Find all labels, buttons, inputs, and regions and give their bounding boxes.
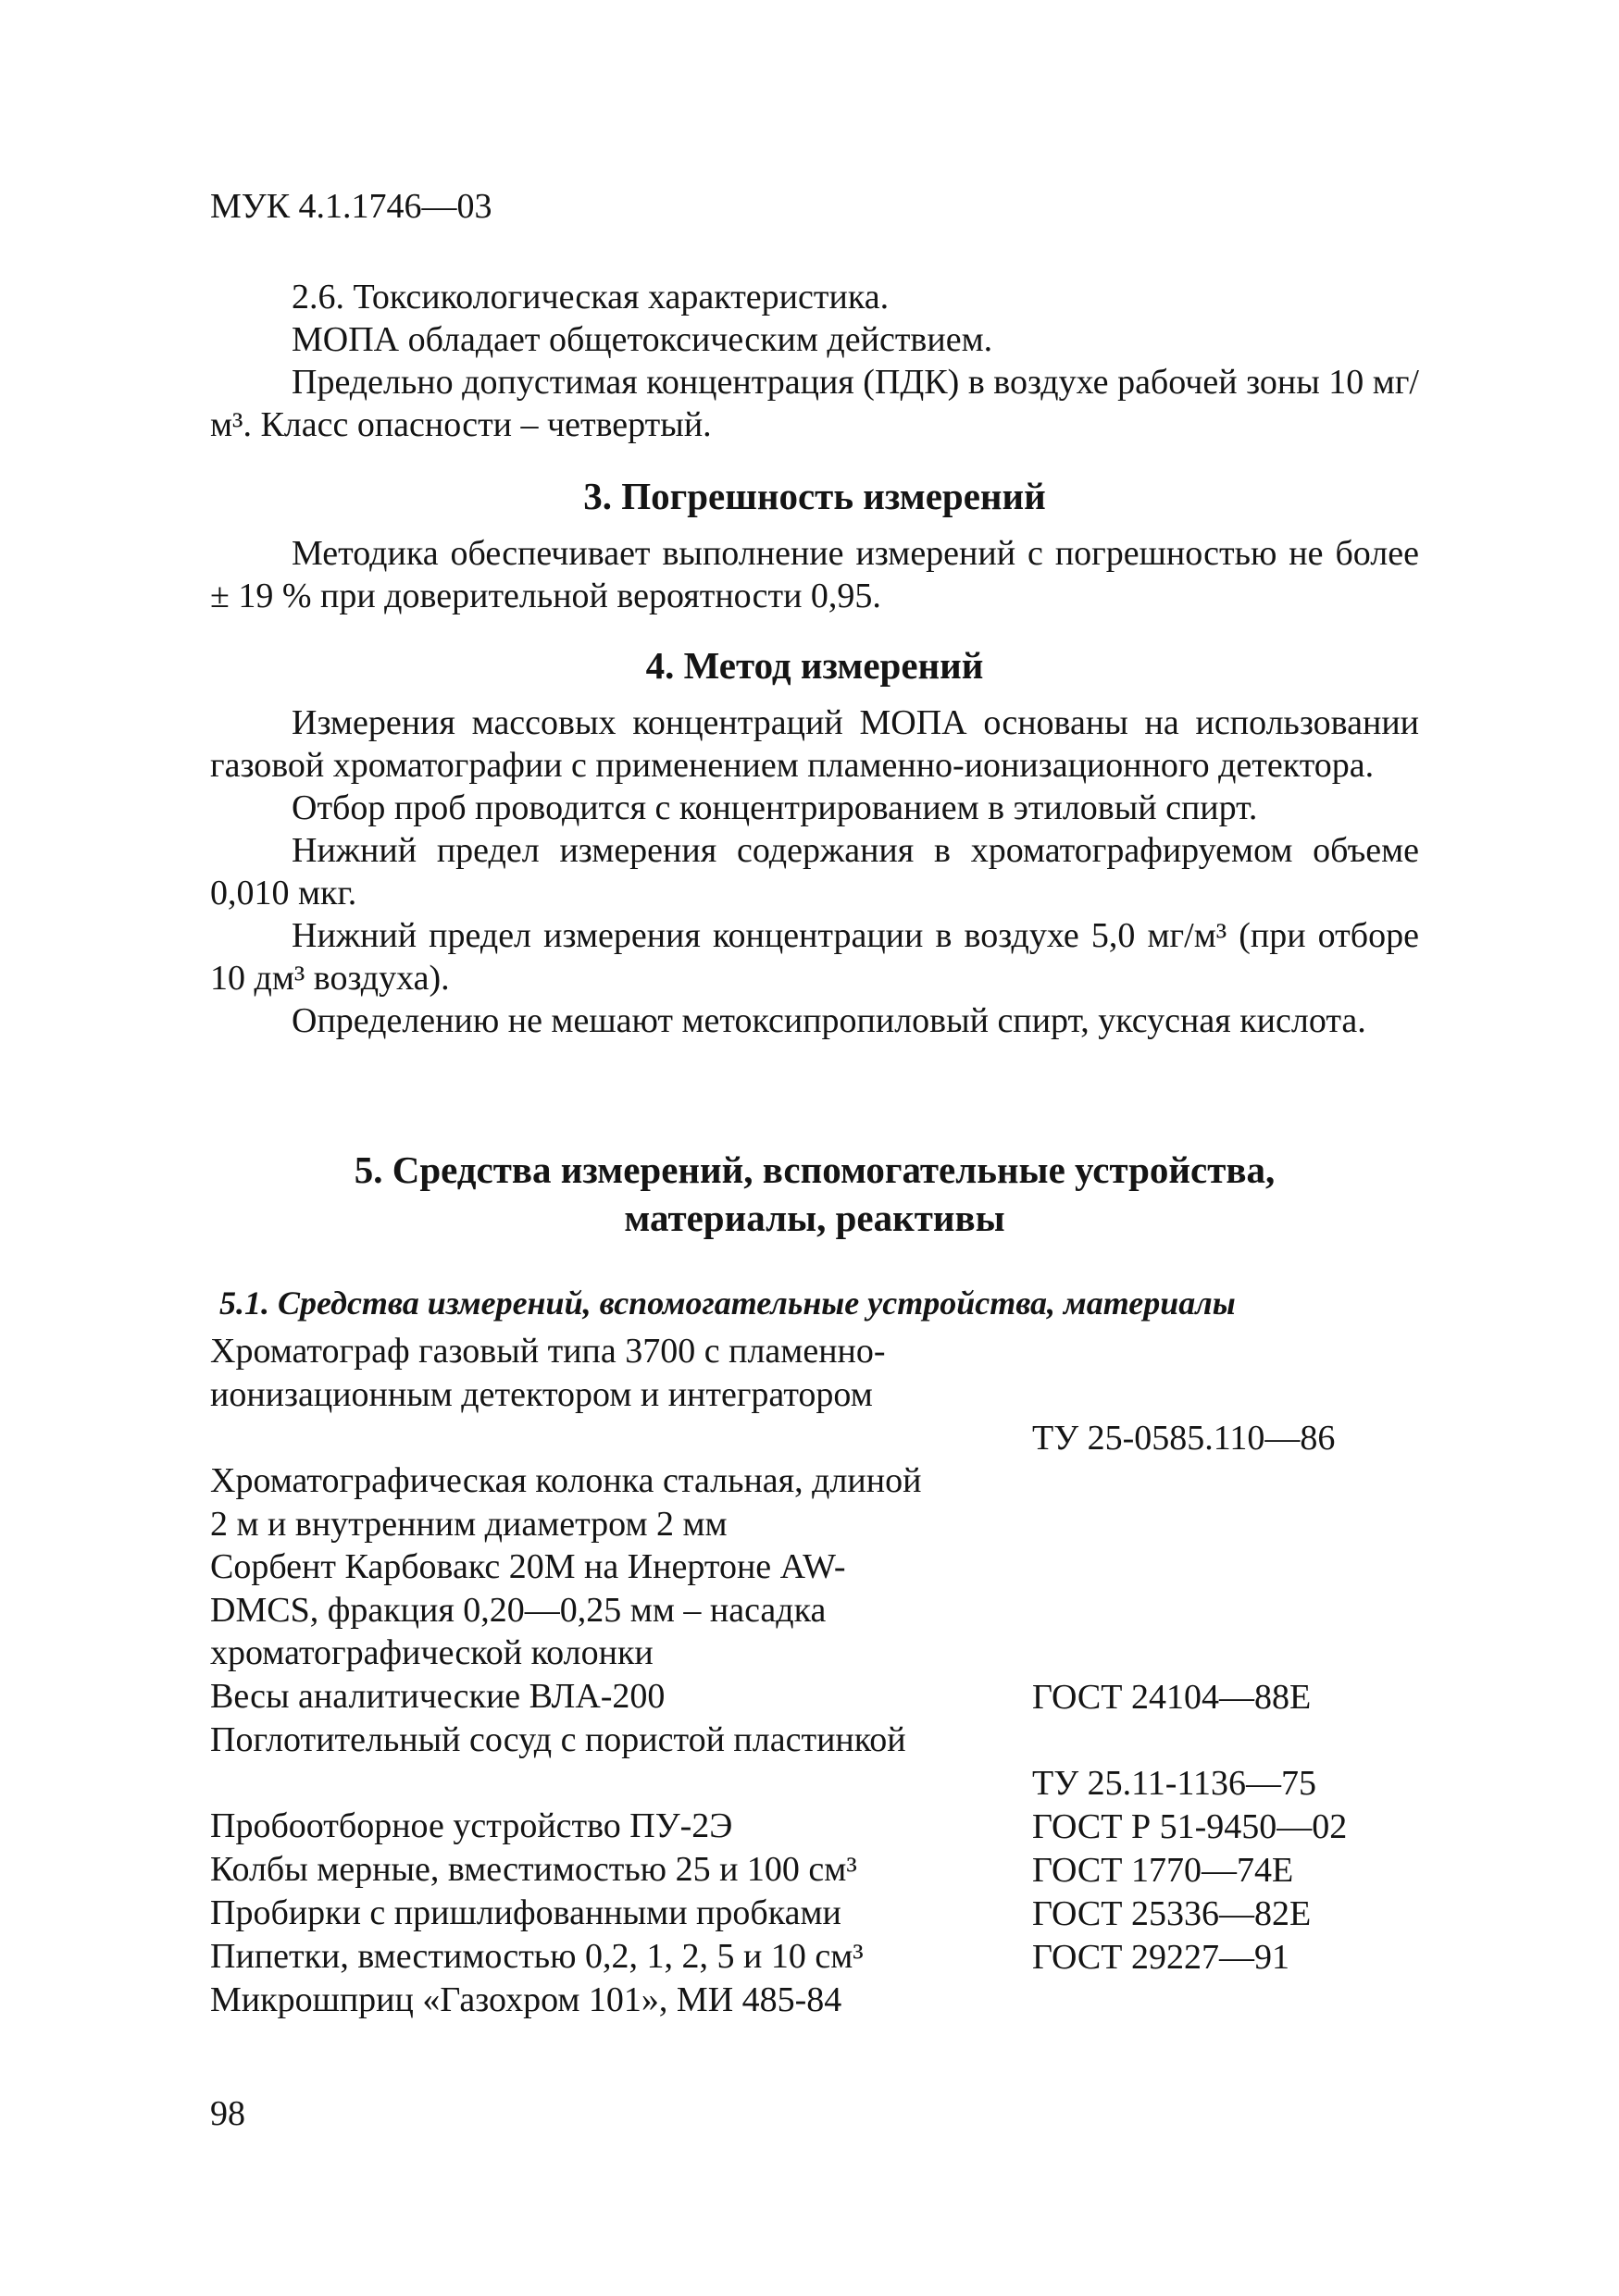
equipment-item — [210, 1719, 1419, 1805]
equipment-standard: ГОСТ 29227—91 — [1032, 1937, 1289, 1977]
section-heading — [210, 1146, 1419, 1242]
equipment-standard: ТУ 25.11-1136—75 — [1032, 1763, 1316, 1803]
equipment-name: Весы аналитические ВЛА-200 — [210, 1677, 666, 1716]
equipment-name: Поглотительный сосуд с пористой пластинкой — [210, 1720, 906, 1759]
paragraph: МОПА обладает общетоксическим действием. — [292, 320, 993, 359]
equipment-name: Колбы мерные, вместимостью 25 и 100 см³ — [210, 1850, 857, 1889]
equipment-item — [210, 1330, 1419, 1459]
equipment-item — [210, 1848, 1419, 1892]
equipment-item — [210, 1805, 1419, 1848]
equipment-standard: ГОСТ 1770—74Е — [1032, 1850, 1294, 1890]
equipment-item — [210, 1459, 1419, 1545]
equipment-standard: ТУ 25-0585.110—86 — [1032, 1418, 1336, 1458]
running-header: МУК 4.1.1746—03 — [210, 187, 492, 226]
equipment-item — [210, 1545, 1419, 1675]
equipment-name: Пробоотборное устройство ПУ-2Э — [210, 1806, 733, 1845]
paragraph: Отбор проб проводится с концентрированием в этиловый спирт. — [292, 788, 1258, 827]
paragraph: Измерения массовых концентраций МОПА основаны на использовании газовой хроматографии с применением пламенно-ионизационного детектора. — [210, 703, 1419, 785]
equipment-name: Микрошприц «Газохром 101», МИ 485-84 — [210, 1980, 842, 2019]
paragraph: 2.6. Токсикологическая характеристика. — [292, 278, 890, 316]
equipment-item — [210, 1979, 1419, 2022]
equipment-standard: ГОСТ 25336—82Е — [1032, 1893, 1312, 1933]
equipment-standard: ГОСТ 24104—88Е — [1032, 1677, 1312, 1717]
section-3-block — [210, 532, 1419, 617]
paragraph: Нижний предел измерения содержания в хроматографируемом объеме 0,010 мкг. — [210, 831, 1419, 912]
equipment-item — [210, 1935, 1419, 1979]
subsection-heading: 5.1. Средства измерений, вспомогательные устройства, материалы — [219, 1285, 1236, 1322]
section-heading-line: материалы, реактивы — [624, 1197, 1005, 1239]
section-2-block — [210, 276, 1419, 446]
section-heading: 4. Метод измерений — [645, 644, 984, 687]
equipment-name: Хроматограф газовый типа 3700 с пламенно-ионизационным детектором и интегратором — [210, 1332, 886, 1414]
equipment-name: Сорбент Карбовакс 20М на Инертоне AW-DMCS, фракция 0,20—0,25 мм – насадка хроматографической колонки — [210, 1547, 846, 1672]
equipment-name: Пипетки, вместимостью 0,2, 1, 2, 5 и 10 см³ — [210, 1937, 864, 1976]
equipment-standard: ГОСТ Р 51-9450—02 — [1032, 1806, 1348, 1846]
paragraph: Определению не мешают метоксипропиловый спирт, уксусная кислота. — [292, 1001, 1366, 1040]
section-4-block — [210, 701, 1419, 1042]
equipment-name: Пробирки с пришлифованными пробками — [210, 1893, 841, 1932]
section-heading: 3. Погрешность измерений — [583, 475, 1046, 517]
equipment-item — [210, 1675, 1419, 1719]
paragraph: Нижний предел измерения концентрации в воздухе 5,0 мг/м³ (при отборе 10 дм³ воздуха). — [210, 916, 1419, 998]
equipment-name: Хроматографическая колонка стальная, длиной 2 м и внутренним диаметром 2 мм — [210, 1461, 922, 1544]
equipment-item — [210, 1892, 1419, 1935]
page-number: 98 — [210, 2094, 245, 2133]
section-heading-line: 5. Средства измерений, вспомогательные устройства, — [354, 1148, 1276, 1191]
paragraph: Методика обеспечивает выполнение измерений с погрешностью не более ± 19 % при доверительной вероятности 0,95. — [210, 534, 1419, 615]
paragraph: Предельно допустимая концентрация (ПДК) в воздухе рабочей зоны 10 мг/м³. Класс опасности – четвертый. — [210, 363, 1419, 444]
